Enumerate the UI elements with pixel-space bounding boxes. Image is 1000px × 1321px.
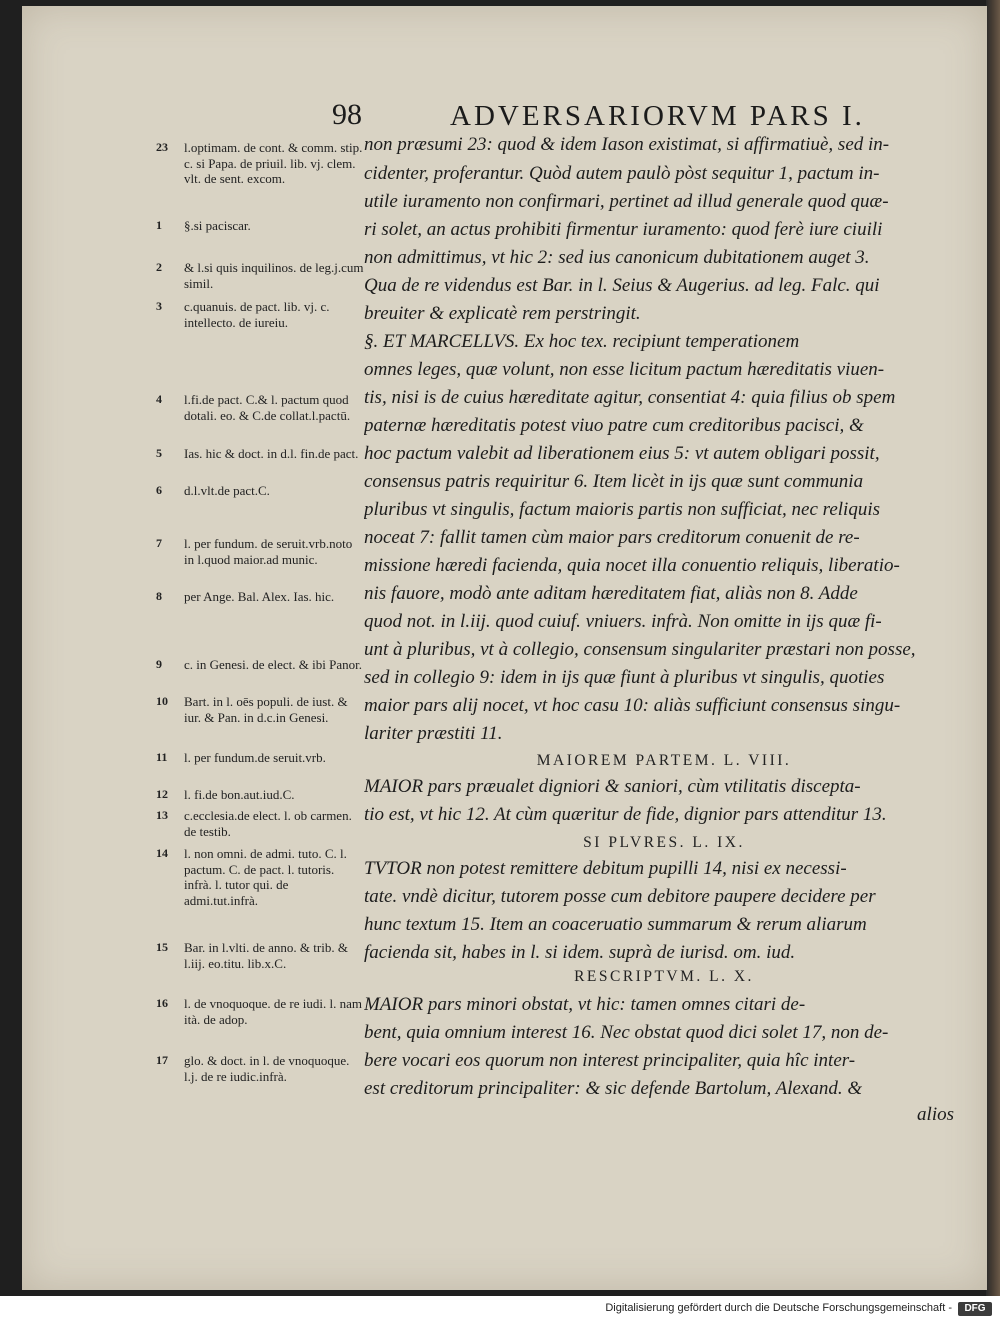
text-line: nis fauore, modò ante aditam hæreditatem fiat, aliàs non 8. Adde [364, 583, 858, 604]
text-line: Qua de re videndus est Bar. in l. Seius & Augerius. ad leg. Falc. qui [364, 275, 880, 296]
running-title: ADVERSARIORVM PARS I. [450, 100, 865, 132]
dfg-logo: DFG [958, 1302, 992, 1316]
text-line: tate. vndè dicitur, tutorem posse cum debitore paupere decidere per [364, 886, 876, 907]
catchword: alios [917, 1104, 954, 1125]
text-line: tio est, vt hic 12. At cùm quæritur de fide, dignior pars attenditur 13. [364, 804, 887, 825]
text-line: utile iuramento non confirmari, pertinet ad illud generale quod quæ- [364, 191, 889, 212]
text-line: maior pars alij nocet, vt hoc casu 10: aliàs sufficiunt consensus singu- [364, 695, 901, 716]
text-line: tis, nisi is de cuius hæreditate agitur, consentiat 4: quia filius ob spem [364, 387, 896, 408]
text-line: bent, quia omnium interest 16. Nec obstat quod dici solet 17, non de- [364, 1022, 889, 1043]
text-line: TVTOR non potest remittere debitum pupilli 14, nisi ex necessi- [364, 858, 847, 879]
text-line: lariter præstiti 11. [364, 723, 503, 744]
footer-credit: Digitalisierung gefördert durch die Deutsche Forschungsgemeinschaft - [605, 1302, 952, 1314]
text-line: sed in collegio 9: idem in ijs quæ fiunt à pluribus vt singulis, quoties [364, 667, 885, 688]
text-line: paternæ hæreditatis potest viuo patre cum creditoribus pacisci, & [364, 415, 864, 436]
text-line: noceat 7: fallit tamen cùm maior pars creditorum conuenit de re- [364, 527, 860, 548]
text-line: cidenter, proferantur. Quòd autem paulò pòst sequitur 1, pactum in- [364, 163, 880, 184]
book-page: 98 ADVERSARIORVM PARS I. 23 l.optimam. de cont. & comm. stip. c. si Papa. de priuil. lib. vj. clem. vlt. de sent. excom. 1 §.si paciscar. 2 & l.si quis inquilinos. de leg.j.cum simil. 3 c.quanuis. de pact. lib. vj. c. intellecto. de iureiu. 4 l.fi.de pact. C.& l. pactum quod dotali. eo. & C.de collat.l.pactū. 5 Ias. hic & doct. in d.l. fin.de pact. 6 d.l.vlt.de pact.C. 7 l. per fundum. de seruit.vrb.noto in l.quod maior.ad munic. 8 per Ange. Bal. Alex. Ias. hic. 9 c. in Genesi. de elect. & ibi Panor. 10 Bart. in l. oēs populi. de iust. & iur. & Pan. in d.c.in Genesi. 11 l. per fundum.de seruit.vrb. 12 l. fi.de bon.aut.iud.C. 13 c.ecclesia.de elect. l. ob carmen. de testib. 14 l. non omni. de admi. tuto. C. l. pactum. C. de pact. l. tutoris. infrà. l. tutor qui. de admi.tut.infrà. 15 Bar. in l.vlti. de anno. & trib. & l.iij. eo.titu. lib.x.C. 16 l. de vnoquoque. de re iudi. l. nam ità. de adop. 17 glo. & doct. in l. de vnoquoque. l.j. de re iudic.infrà. non præsumi 23: quod & idem Iason existimat, si affirmatiuè, sed in- cidenter, proferantur. Quòd autem paulò pòst sequitur 1, pactum in- utile iuramento non confirmari, pertinet ad illud generale quod quæ- ri solet, an actus prohibiti firmentur iuramento: quod ferè iure ciuili non admittimus, vt hic 2: sed ius canonicum dubitationem auget 3. Qua de re videndus est Bar. in l. Seius & Augerius. ad leg. Falc. qui breuiter & explicatè rem perstringit. §. ET MARCELLVS. Ex hoc tex. recipiunt temperationem omnes leges, quæ volunt, non esse licitum pactum hæreditatis viuen- tis, nisi is de cuius hæreditate agitur, consentiat 4: quia filius ob spem paternæ hæreditatis potest viuo patre cum creditoribus pacisci, & hoc pactum valebit ad liberationem eius 5: vt autem obligari possit, consensus patris requiritur 6. Item licèt in ijs quæ sunt communia pluribus vt singulis, factum maioris partis non sufficiat, nec reliquis noceat 7: fallit tamen cùm maior pars creditorum conuenit de re- missione hæredi facienda, quia nocet illa conuentio reliquis, liberatio- nis fauore, modò ante aditam hæreditatem fiat, aliàs non 8. Adde quod not. in l.iij. quod cuiuf. vniuers. infrà. Non omitte in ijs quæ fi- unt à pluribus, vt à collegio, consensum singulariter præstari non posse, sed in collegio 9: idem in ijs quæ fiunt à pluribus vt singulis, quoties maior pars alij nocet, vt hoc casu 10: aliàs sufficiunt consensus singu- lariter præstiti 11. MAIOREM PARTEM. L. VIII. MAIOR pars præualet digniori & saniori, cùm vtilitatis discepta- tio est, vt hic 12. At cùm quæritur de fide, dignior pars attenditur 13. SI PLVRES. L. IX. TVTOR non potest remittere debitum pupilli 14, nisi ex necessi- tate. vndè dicitur, tutorem posse cum debitore paupere decidere per hunc textum 15. Item an coaceruatio summarum & rerum aliarum facienda sit, habes in l. si idem. suprà de iurisd. om. iud. RESCRIPTVM. L. X. MAIOR pars minori obstat, vt hic: tamen omnes citari de- bent, quia omnium interest 16. Nec obstat quod dici solet 17, non de- bere vocari eos quorum non interest principaliter, quia hîc inter- est creditorum principaliter: & sic defende Bartolum, Alexand. & alios [22, 6, 987, 1290]
text-line: non præsumi 23: quod & idem Iason existimat, si affirmatiuè, sed in- [364, 134, 890, 155]
text-line: missione hæredi facienda, quia nocet illa conuentio reliquis, liberatio- [364, 555, 900, 576]
text-line: §. ET MARCELLVS. Ex hoc tex. recipiunt temperationem [364, 331, 800, 352]
text-line: hunc textum 15. Item an coaceruatio summarum & rerum aliarum [364, 914, 867, 935]
text-line: pluribus vt singulis, factum maioris partis non sufficiat, nec reliquis [364, 499, 880, 520]
page-header [322, 98, 982, 138]
text-line: omnes leges, quæ volunt, non esse licitum pactum hæreditatis viuen- [364, 359, 885, 380]
footer-bar [0, 1296, 1000, 1321]
section-heading: SI PLVRES. L. IX. [583, 834, 745, 851]
page-number: 98 [332, 98, 362, 131]
text-line: ri solet, an actus prohibiti firmentur iuramento: quod ferè iure ciuili [364, 219, 883, 240]
text-line: quod not. in l.iij. quod cuiuf. vniuers. infrà. Non omitte in ijs quæ fi- [364, 611, 882, 632]
text-line: unt à pluribus, vt à collegio, consensum singulariter præstari non posse, [364, 639, 916, 660]
text-line: breuiter & explicatè rem perstringit. [364, 303, 641, 324]
section-heading: RESCRIPTVM. L. X. [574, 968, 754, 985]
text-line: MAIOR pars minori obstat, vt hic: tamen omnes citari de- [364, 994, 806, 1015]
text-line: facienda sit, habes in l. si idem. suprà de iurisd. om. iud. [364, 942, 796, 963]
text-line: consensus patris requiritur 6. Item licèt in ijs quæ sunt communia [364, 471, 864, 492]
text-line: bere vocari eos quorum non interest principaliter, quia hîc inter- [364, 1050, 856, 1071]
text-line: non admittimus, vt hic 2: sed ius canonicum dubitationem auget 3. [364, 247, 870, 268]
text-line: MAIOR pars præualet digniori & saniori, cùm vtilitatis discepta- [364, 776, 861, 797]
book-edge [986, 0, 1000, 1296]
section-heading: MAIOREM PARTEM. L. VIII. [536, 752, 792, 769]
text-line: hoc pactum valebit ad liberationem eius 5: vt autem obligari possit, [364, 443, 880, 464]
text-line: est creditorum principaliter: & sic defende Bartolum, Alexand. & [364, 1078, 863, 1099]
